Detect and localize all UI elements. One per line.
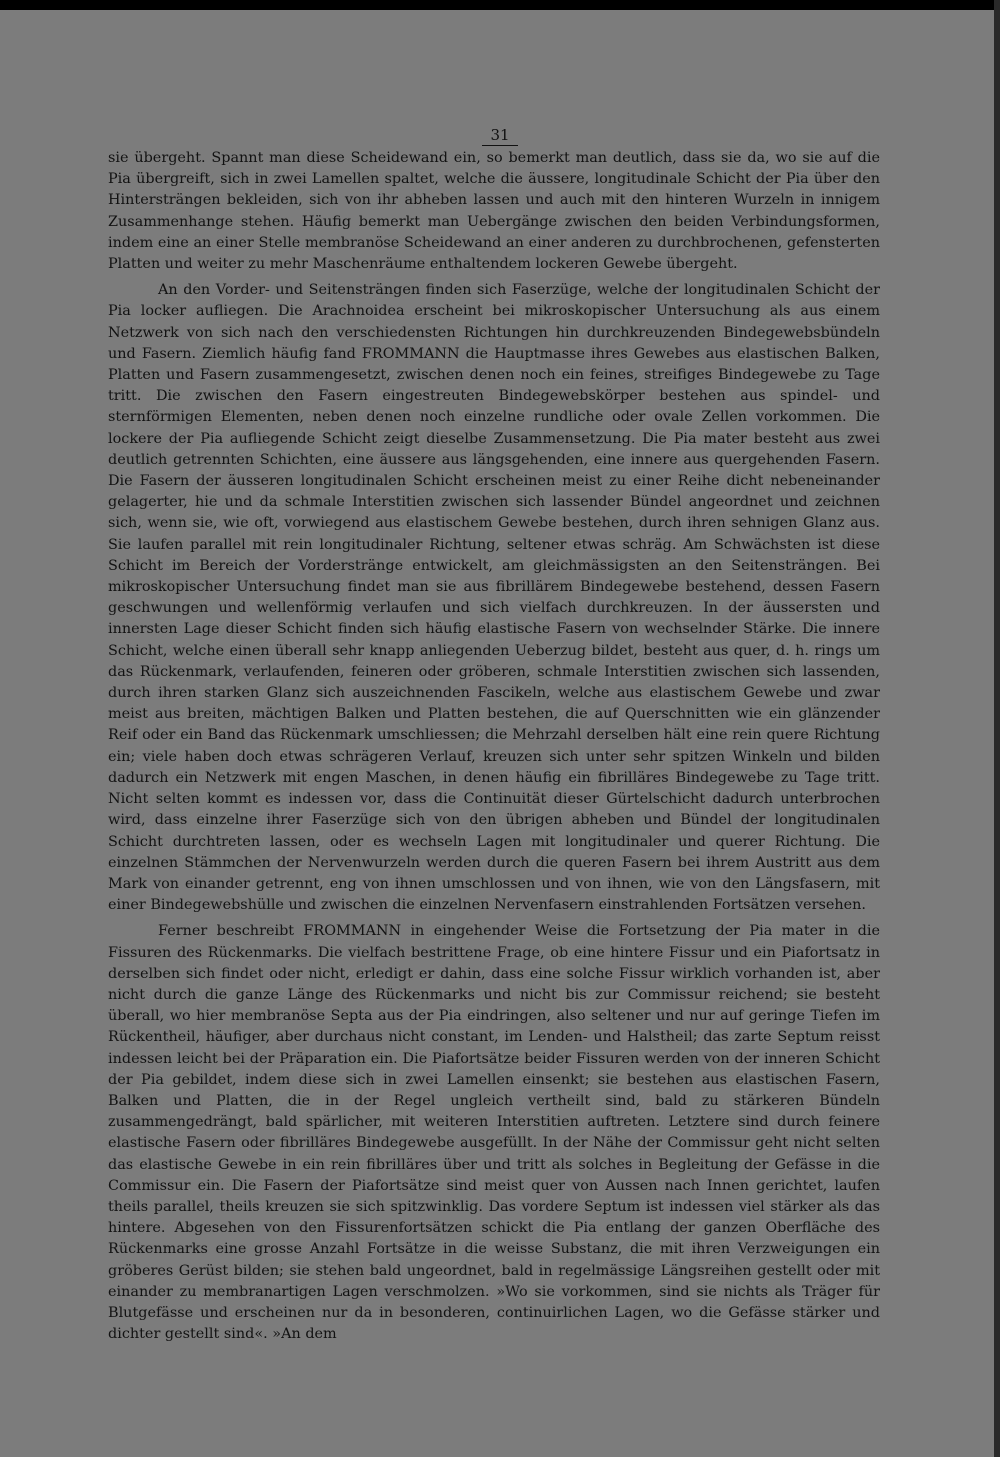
scan-right-border bbox=[994, 0, 1000, 1457]
paragraph-3: Ferner beschreibt FROMMANN in eingehender Weise die Fortsetzung der Pia mater in die Fissuren des Rückenmarks. Die vielfach bestrittene Frage, ob eine hintere Fissur und ein Piafortsatz in derselben sich findet oder nicht, erledigt er dahin, dass eine solche Fissur wirklich vorhanden ist, aber nicht durch die ganze Länge des Rückenmarks und nicht bis zur Commissur reichend; sie besteht überall, wo hier membranöse Septa aus der Pia eindringen, also seltener und nur auf geringe Tiefen im Rückentheil, häufiger, aber durchaus nicht constant, im Lenden- und Halstheil; das zarte Septum reisst indessen leicht bei der Präparation ein. Die Piafortsätze beider Fissuren werden von der inneren Schicht der Pia gebildet, indem diese sich in zwei Lamellen einsenkt; sie bestehen aus elastischen Fasern, Balken und Platten, die in der Regel ungleich vertheilt sind, bald zu stärkeren Bündeln zusammengedrängt, bald spärlicher, mit weiteren Interstitien auftreten. Letztere sind durch feinere elastische Fasern oder fibrilläres Bindegewebe ausgefüllt. In der Nähe der Commissur geht nicht selten das elastische Gewebe in ein rein fibrilläres über und tritt als solches in Begleitung der Gefässe in die Commissur ein. Die Fasern der Piafortsätze sind meist quer von Aussen nach Innen gerichtet, laufen theils parallel, theils kreuzen sie sich spitzwinklig. Das vordere Septum ist indessen viel stärker als das hintere. Abgesehen von den Fissurenfortsätzen schickt die Pia entlang der ganzen Oberfläche des Rückenmarks eine grosse Anzahl Fortsätze in die weisse Substanz, die mit ihren Verzweigungen ein gröberes Gerüst bilden; sie stehen bald ungeordnet, bald in regelmässige Längsreihen gestellt oder mit einander zu membranartigen Lagen verschmolzen. »Wo sie vorkommen, sind sie nichts als Träger für Blutgefässe und erscheinen nur da in besonderen, continuirlichen Lagen, wo die Gefässe stärker und dichter gestellt sind«. »An dem bbox=[108, 923, 880, 1343]
paragraph-2: An den Vorder- und Seitensträngen finden sich Faserzüge, welche der longitudinalen Schicht der Pia locker aufliegen. Die Arachnoidea erscheint bei mikroskopischer Untersuchung als aus einem Netzwerk von sich nach den verschiedensten Richtungen hin durchkreuzenden Bindegewebsbündeln und Fasern. Ziemlich häufig fand FROMMANN die Hauptmasse ihres Gewebes aus elastischen Balken, Platten und Fasern zusammengesetzt, zwischen denen noch ein feines, streifiges Bindegewebe zu Tage tritt. Die zwischen den Fasern eingestreuten Bindegewebskörper bestehen aus spindel- und sternförmigen Elementen, neben denen noch einzelne rundliche oder ovale Zellen vorkommen. Die lockere der Pia aufliegende Schicht zeigt dieselbe Zusammensetzung. Die Pia mater besteht aus zwei deutlich getrennten Schichten, eine äussere aus längsgehenden, eine innere aus quergehenden Fasern. Die Fasern der äusseren longitudinalen Schicht erscheinen meist zu einer Reihe dicht nebeneinander gelagerter, hie und da schmale Interstitien zwischen sich lassender Bündel angeordnet und zeichnen sich, wenn sie, wie oft, vorwiegend aus elastischem Gewebe bestehen, durch ihren sehnigen Glanz aus. Sie laufen parallel mit rein longitudinaler Richtung, seltener etwas schräg. Am Schwächsten ist diese Schicht im Bereich der Vorderstränge entwickelt, am gleichmässigsten an den Seitensträngen. Bei mikroskopischer Untersuchung findet man sie aus fibrillärem Bindegewebe bestehend, dessen Fasern geschwungen und wellenförmig verlaufen und sich vielfach durchkreuzen. In der äussersten und innersten Lage dieser Schicht finden sich häufig elastische Fasern von wechselnder Stärke. Die innere Schicht, welche einen überall sehr knapp anliegenden Ueberzug bildet, besteht aus quer, d. h. rings um das Rückenmark, verlaufenden, feineren oder gröberen, schmale Interstitien zwischen sich lassenden, durch ihren starken Glanz sich auszeichnenden Fascikeln, welche aus elastischem Gewebe und zwar meist aus breiten, mächtigen Balken und Platten bestehen, die auf Querschnitten wie ein glänzender Reif oder ein Band das Rückenmark umschliessen; die Mehrzahl derselben hält eine rein quere Richtung ein; viele haben doch etwas schrägeren Verlauf, kreuzen sich unter sehr spitzen Winkeln und bilden dadurch ein Netzwerk mit engen Maschen, in denen häufig ein fibrilläres Bindegewebe zu Tage tritt. Nicht selten kommt es indessen vor, dass die Continuität dieser Gürtelschicht dadurch unterbrochen wird, dass einzelne ihrer Faserzüge sich von den übrigen abheben und Bündel der longitudinalen Schicht durchtreten lassen, oder es wechseln Lagen mit longitudinaler und querer Richtung. Die einzelnen Stämmchen der Nervenwurzeln werden durch die queren Fasern bei ihrem Austritt aus dem Mark von einander getrennt, eng von ihnen umschlossen und von ihnen, wie von den Längsfasern, mit einer Bindegewebshülle und zwischen die einzelnen Nervenfasern einstrahlenden Fortsätzen versehen. bbox=[108, 282, 880, 914]
body-text bbox=[108, 148, 880, 1345]
scan-top-border bbox=[0, 0, 1000, 10]
page-number-text: 31 bbox=[482, 126, 517, 146]
page-number bbox=[0, 126, 1000, 146]
paragraph-1: sie übergeht. Spannt man diese Scheidewand ein, so bemerkt man deutlich, dass sie da, wo sie auf die Pia übergreift, sich in zwei Lamellen spaltet, welche die äussere, longitudinale Schicht der Pia über den Hintersträngen bekleiden, sich von ihr abheben lassen und auch mit den hinteren Wurzeln in innigem Zusammenhange stehen. Häufig bemerkt man Uebergänge zwischen den beiden Verbindungsformen, indem eine an einer Stelle membranöse Scheidewand an einer anderen zu durchbrochenen, gefensterten Platten und weiter zu mehr Maschenräume enthaltendem lockeren Gewebe übergeht. bbox=[108, 150, 880, 273]
